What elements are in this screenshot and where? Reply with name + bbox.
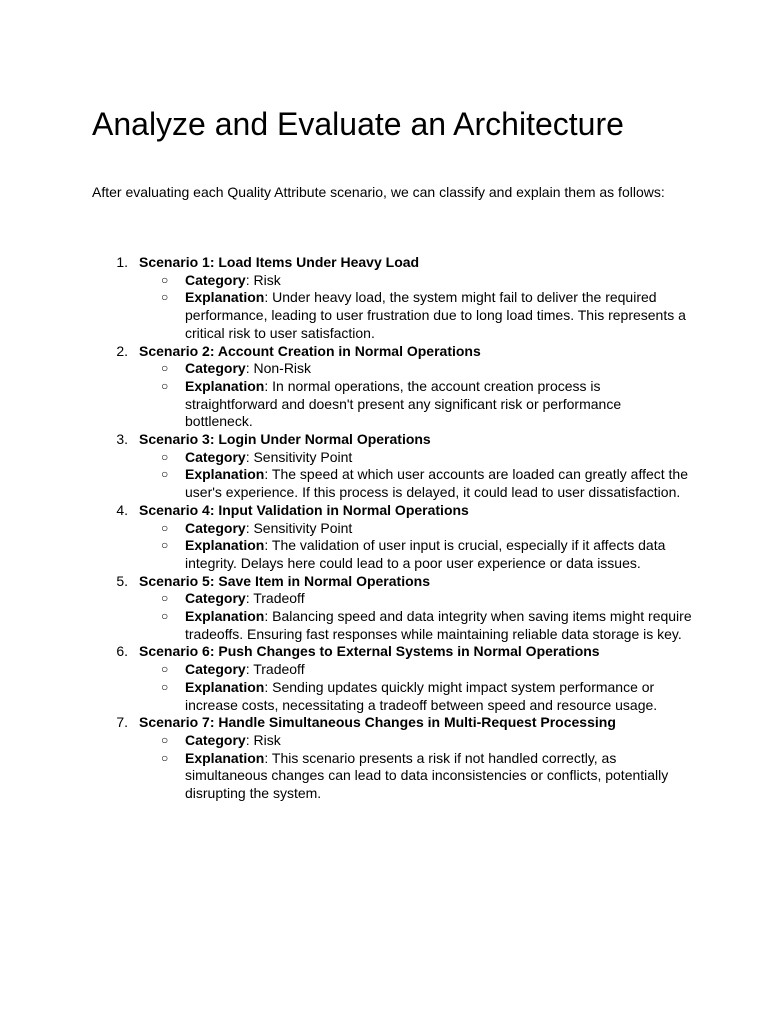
scenario-details (139, 360, 692, 431)
list-number: 6. (116, 643, 128, 660)
scenario-item (92, 573, 692, 644)
hollow-circle-bullet-icon: ○ (161, 272, 169, 287)
page-title: Analyze and Evaluate an Architecture (92, 106, 624, 142)
category-label: Category (185, 661, 246, 678)
category-item: ○ Category: Tradeoff (161, 590, 305, 607)
explanation-text: Sending updates quickly might impact system performance or increase costs, necessitating a tradeoff between speed and resource usage. (185, 678, 658, 713)
hollow-circle-bullet-icon: ○ (161, 361, 169, 376)
hollow-circle-bullet-icon: ○ (161, 538, 169, 553)
category-value: Non-Risk (253, 360, 312, 377)
scenario-list (92, 254, 692, 803)
category-item: ○ Category: Risk (161, 271, 281, 288)
hollow-circle-bullet-icon: ○ (161, 520, 169, 535)
scenario-item (92, 431, 692, 502)
scenario-title: Scenario 5: Save Item in Normal Operations (139, 572, 430, 589)
hollow-circle-bullet-icon: ○ (161, 609, 169, 624)
scenario-item (92, 714, 692, 803)
list-number: 4. (116, 501, 128, 518)
explanation-item: ○ Explanation: The speed at which user accounts are loaded can greatly affect the user's experience. If this process is delayed, it could lead to user dissatisfaction. (161, 466, 689, 501)
hollow-circle-bullet-icon: ○ (161, 679, 169, 694)
category-label: Category (185, 271, 246, 288)
category-value: Risk (253, 731, 281, 748)
explanation-item: ○ Explanation: The validation of user input is crucial, especially if it affects data integrity. Delays here could lead to a poor user experience or data issues. (161, 537, 666, 571)
hollow-circle-bullet-icon: ○ (161, 378, 169, 393)
intro-paragraph: After evaluating each Quality Attribute scenario, we can classify and explain them as follows: (92, 184, 665, 200)
category-item: ○ Category: Risk (161, 731, 281, 748)
scenario-item (92, 502, 692, 573)
scenario-details (139, 272, 692, 343)
scenario-title: Scenario 6: Push Changes to External Systems in Normal Operations (139, 643, 600, 660)
category-value: Sensitivity Point (253, 519, 353, 536)
category-item: ○ Category: Tradeoff (161, 661, 305, 678)
list-number: 2. (116, 342, 128, 359)
category-value: Tradeoff (253, 661, 305, 678)
explanation-label: Explanation (185, 608, 265, 625)
explanation-text: In normal operations, the account creation process is straightforward and doesn't present any significant risk or performance bottleneck. (185, 377, 622, 430)
scenario-details (139, 590, 692, 643)
explanation-label: Explanation (185, 749, 265, 766)
scenario-details (139, 449, 692, 502)
explanation-item: ○ Explanation: Under heavy load, the system might fail to deliver the required performance, leading to user frustration due to long load times. This represents a critical risk to user satisfaction. (161, 289, 686, 341)
category-value: Tradeoff (253, 590, 305, 607)
explanation-label: Explanation (185, 466, 265, 483)
list-number: 7. (116, 714, 128, 731)
hollow-circle-bullet-icon: ○ (161, 449, 169, 464)
scenario-details (139, 520, 692, 573)
explanation-text: This scenario presents a risk if not handled correctly, as simultaneous changes can lead to data inconsistencies or conflicts, potentially disrupting the system. (185, 749, 669, 802)
hollow-circle-bullet-icon: ○ (161, 750, 169, 765)
explanation-item: ○ Explanation: In normal operations, the account creation process is straightforward and doesn't present any significant risk or performance bottleneck. (161, 377, 622, 430)
scenario-item (92, 643, 692, 714)
scenario-details (139, 732, 692, 803)
category-item: ○ Category: Non-Risk (161, 360, 312, 377)
category-label: Category (185, 590, 246, 607)
scenario-title: Scenario 1: Load Items Under Heavy Load (139, 254, 420, 270)
explanation-label: Explanation (185, 289, 265, 306)
category-item: ○ Category: Sensitivity Point (161, 448, 353, 465)
scenario-details (139, 661, 692, 714)
explanation-text: Balancing speed and data integrity when saving items might require tradeoffs. Ensuring fast responses while maintaining reliable data storage is key. (185, 608, 692, 642)
explanation-item: ○ Explanation: Balancing speed and data integrity when saving items might require tradeoffs. Ensuring fast responses while maintaining reliable data storage is key. (161, 608, 692, 642)
category-label: Category (185, 448, 246, 465)
explanation-label: Explanation (185, 377, 265, 394)
list-number: 5. (116, 572, 128, 589)
scenario-title: Scenario 7: Handle Simultaneous Changes in Multi-Request Processing (139, 714, 616, 731)
explanation-item: ○ Explanation: Sending updates quickly might impact system performance or increase costs, necessitating a tradeoff between speed and resource usage. (161, 678, 658, 713)
category-label: Category (185, 360, 246, 377)
list-number: 3. (116, 431, 128, 448)
scenario-title: Scenario 2: Account Creation in Normal Operations (139, 342, 481, 359)
explanation-text: The speed at which user accounts are loaded can greatly affect the user's experience. If this process is delayed, it could lead to user dissatisfaction. (185, 466, 689, 501)
category-value: Sensitivity Point (253, 448, 353, 465)
hollow-circle-bullet-icon: ○ (161, 662, 169, 677)
category-label: Category (185, 731, 246, 748)
category-item: ○ Category: Sensitivity Point (161, 519, 353, 536)
category-label: Category (185, 519, 246, 536)
scenario-item (92, 343, 692, 432)
explanation-label: Explanation (185, 537, 265, 554)
scenario-item (92, 254, 692, 343)
hollow-circle-bullet-icon: ○ (161, 290, 169, 305)
explanation-text: Under heavy load, the system might fail to deliver the required performance, leading to user frustration due to long load times. This represents a critical risk to user satisfaction. (185, 289, 686, 341)
list-number: 1. (116, 254, 128, 270)
category-value: Risk (253, 271, 281, 288)
explanation-item: ○ Explanation: This scenario presents a risk if not handled correctly, as simultaneous changes can lead to data inconsistencies or conflicts, potentially disrupting the system. (161, 749, 669, 802)
hollow-circle-bullet-icon: ○ (161, 732, 169, 747)
hollow-circle-bullet-icon: ○ (161, 591, 169, 606)
scenario-title: Scenario 4: Input Validation in Normal Operations (139, 501, 469, 518)
hollow-circle-bullet-icon: ○ (161, 467, 169, 482)
scenario-title: Scenario 3: Login Under Normal Operations (139, 431, 431, 448)
explanation-label: Explanation (185, 678, 265, 695)
explanation-text: The validation of user input is crucial, especially if it affects data integrity. Delays here could lead to a poor user experience or data issues. (185, 537, 666, 571)
